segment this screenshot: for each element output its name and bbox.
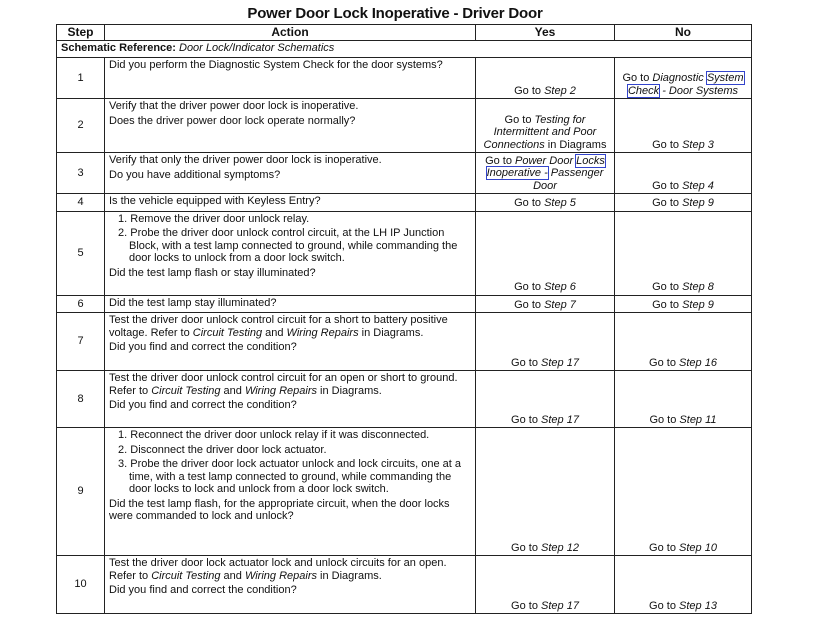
page-title: Power Door Lock Inoperative - Driver Door <box>247 5 543 22</box>
text-segment: Go to <box>514 197 545 209</box>
reference-link[interactable]: Step 4 <box>682 179 714 192</box>
reference-link[interactable]: Circuit Testing <box>151 569 221 582</box>
header-row <box>57 25 752 41</box>
reference-link[interactable]: Step 11 <box>679 413 717 426</box>
reference-link[interactable]: Locks Inoperative - <box>486 154 605 179</box>
text-segment: Did you perform the Diagnostic System Check for the door systems? <box>109 59 443 71</box>
reference-link[interactable]: Step 17 <box>541 413 579 426</box>
action-list-item <box>113 458 471 496</box>
action-cell <box>105 194 476 212</box>
list-number: 2. <box>118 443 128 456</box>
text-segment: Did the test lamp flash or stay illuminated? <box>109 266 316 279</box>
action-cell <box>105 556 476 614</box>
yes-result <box>476 295 615 313</box>
step-number: 8 <box>57 371 105 428</box>
yes-result <box>476 153 615 194</box>
step-number: 2 <box>57 99 105 153</box>
text-segment: in Diagrams. <box>317 569 382 582</box>
table-row <box>57 313 752 371</box>
action-list-item <box>113 444 471 457</box>
no-result <box>615 313 752 371</box>
text-segment: Go to <box>511 356 542 369</box>
action-text <box>109 195 471 208</box>
table-row <box>57 153 752 194</box>
action-cell <box>105 313 476 371</box>
table-row <box>57 194 752 212</box>
text-segment: Go to <box>652 197 683 209</box>
reference-link[interactable]: Power Door <box>515 154 577 167</box>
text-segment: Verify that the driver power door lock is inoperative. <box>109 100 359 112</box>
reference-link[interactable]: Step 6 <box>544 281 576 293</box>
reference-link[interactable]: Diagnostic <box>652 72 707 84</box>
header-yes: Yes <box>476 25 615 41</box>
text-segment: Is the vehicle equipped with Keyless Entry? <box>109 195 321 207</box>
reference-link[interactable]: Step 5 <box>544 197 576 209</box>
text-segment: Go to <box>652 298 683 311</box>
schematic-label: Schematic Reference: <box>61 42 179 54</box>
step-number: 3 <box>57 153 105 194</box>
text-segment: Go to <box>649 599 680 612</box>
action-text <box>109 154 471 167</box>
text-segment: Probe the driver door unlock control circuit, at the LH IP Junction Block, with a test lamp connected to ground, while commanding the door locks to unlock from a door lock switch. <box>129 227 458 264</box>
action-cell <box>105 295 476 313</box>
action-text <box>109 314 471 339</box>
text-segment: Go to <box>514 281 545 293</box>
text-segment: Go to <box>511 413 542 426</box>
list-number: 1. <box>118 429 128 441</box>
table-row <box>57 211 752 295</box>
reference-link[interactable]: Step 7 <box>544 298 576 311</box>
action-text <box>109 399 471 412</box>
action-text <box>109 297 471 310</box>
text-segment: Go to <box>652 138 683 151</box>
table-row <box>57 99 752 153</box>
no-result <box>615 211 752 295</box>
step-number: 10 <box>57 556 105 614</box>
text-segment: Test the driver door unlock control circuit for an open or short to ground. Refer to <box>109 372 458 397</box>
text-segment: in Diagrams <box>544 138 607 151</box>
header-step: Step <box>57 25 105 41</box>
action-text <box>109 115 471 128</box>
text-segment: in Diagrams. <box>317 384 382 397</box>
text-segment: Did the test lamp flash, for the appropriate circuit, when the door locks were commanded to lock and unlock? <box>109 497 450 522</box>
text-segment: Go to <box>622 72 653 84</box>
action-cell <box>105 58 476 99</box>
yes-result <box>476 194 615 212</box>
text-segment: Go to <box>504 113 535 126</box>
text-segment: Did you find and correct the condition? <box>109 341 297 353</box>
list-number: 2. <box>118 227 128 239</box>
schematic-link[interactable]: Door Lock/Indicator Schematics <box>179 42 335 54</box>
reference-link[interactable]: Step 10 <box>679 541 717 554</box>
step-number: 6 <box>57 295 105 313</box>
text-segment: Did the test lamp stay illuminated? <box>109 296 277 309</box>
step-number: 1 <box>57 58 105 99</box>
action-text <box>109 372 471 397</box>
reference-link[interactable]: Step 17 <box>541 599 579 612</box>
no-result <box>615 58 752 99</box>
action-list-item <box>113 227 471 265</box>
reference-link[interactable]: Circuit Testing <box>151 384 221 397</box>
text-segment: Go to <box>649 356 680 369</box>
yes-result <box>476 313 615 371</box>
action-text <box>109 584 471 597</box>
table-row <box>57 428 752 556</box>
text-segment: and <box>220 384 245 397</box>
text-segment: and <box>262 326 287 339</box>
reference-link[interactable]: - Door Systems <box>659 84 739 97</box>
action-list-item <box>113 429 471 442</box>
reference-link[interactable]: Wiring Repairs <box>244 384 317 397</box>
action-text <box>109 169 471 182</box>
text-segment: Go to <box>511 541 542 554</box>
text-segment: Go to <box>511 599 542 612</box>
list-number: 1. <box>118 212 128 225</box>
text-segment: Go to <box>514 84 545 97</box>
text-segment: Go to <box>652 179 683 192</box>
reference-link[interactable]: Wiring Repairs <box>244 569 317 582</box>
step-number: 7 <box>57 313 105 371</box>
no-result <box>615 153 752 194</box>
reference-link[interactable]: Testing for Intermittent and Poor Connections <box>483 113 597 151</box>
schematic-reference-row <box>57 41 752 58</box>
text-segment: Did you find and correct the condition? <box>109 584 297 596</box>
reference-link[interactable]: Step 9 <box>682 298 714 311</box>
reference-link[interactable]: Step 8 <box>682 281 714 293</box>
text-segment: Probe the driver door lock actuator unlock and lock circuits, one at a time, with a test lamp connected to ground, while commanding the door locks to lock and unlock from a door lock switch. <box>129 458 462 495</box>
no-result <box>615 556 752 614</box>
diagnostic-table <box>56 24 752 614</box>
yes-result <box>476 99 615 153</box>
action-text <box>109 267 471 280</box>
list-number: 3. <box>118 458 128 470</box>
action-text <box>109 341 471 354</box>
action-text <box>109 557 471 582</box>
yes-result <box>476 556 615 614</box>
header-action: Action <box>105 25 476 41</box>
no-result <box>615 99 752 153</box>
table-row <box>57 295 752 313</box>
step-number: 5 <box>57 211 105 295</box>
no-result <box>615 428 752 556</box>
step-number: 9 <box>57 428 105 556</box>
table-row <box>57 556 752 614</box>
text-segment: Go to <box>649 413 680 426</box>
reference-link[interactable]: Step 16 <box>679 356 717 369</box>
action-list-item <box>113 213 471 226</box>
text-segment: and <box>220 569 245 582</box>
text-segment: Go to <box>652 281 683 293</box>
reference-link[interactable]: Circuit Testing <box>192 326 263 339</box>
reference-link[interactable]: Step 9 <box>682 197 714 209</box>
reference-link[interactable]: Step 13 <box>679 599 717 612</box>
yes-result <box>476 428 615 556</box>
text-segment: in Diagrams. <box>358 326 424 339</box>
no-result <box>615 371 752 428</box>
action-text <box>109 59 471 72</box>
text-segment: Go to <box>485 154 516 167</box>
reference-link[interactable]: System Check <box>627 72 744 97</box>
text-segment: Reconnect the driver door unlock relay if it was disconnected. <box>130 429 430 441</box>
action-text <box>109 100 471 113</box>
reference-link[interactable]: Wiring Repairs <box>286 326 359 339</box>
no-result <box>615 295 752 313</box>
yes-result <box>476 211 615 295</box>
action-cell <box>105 99 476 153</box>
action-cell <box>105 211 476 295</box>
text-segment: Go to <box>649 541 680 554</box>
text-segment: Disconnect the driver door lock actuator. <box>130 443 327 456</box>
text-segment: Did you find and correct the condition? <box>109 399 297 411</box>
text-segment: Remove the driver door unlock relay. <box>130 212 310 225</box>
reference-link[interactable]: Step 2 <box>544 84 576 97</box>
yes-result <box>476 371 615 428</box>
text-segment: Does the driver power door lock operate normally? <box>109 114 356 127</box>
text-segment: Do you have additional symptoms? <box>109 168 281 181</box>
text-segment: Test the driver door lock actuator lock and unlock circuits for an open. Refer to <box>109 557 447 582</box>
action-cell <box>105 371 476 428</box>
reference-link[interactable]: Step 3 <box>682 138 714 151</box>
action-text <box>109 498 471 523</box>
action-cell <box>105 428 476 556</box>
yes-result <box>476 58 615 99</box>
table-row <box>57 371 752 428</box>
reference-link[interactable]: Step 12 <box>541 541 579 554</box>
table-row <box>57 58 752 99</box>
reference-link[interactable]: Step 17 <box>541 356 579 369</box>
text-segment: Go to <box>514 298 545 311</box>
text-segment: Verify that only the driver power door lock is inoperative. <box>109 154 382 166</box>
text-segment: Test the driver door unlock control circuit for a short to battery positive voltage. Refer to <box>109 314 448 339</box>
no-result <box>615 194 752 212</box>
reference-link[interactable]: Passenger Door <box>533 167 604 192</box>
step-number: 4 <box>57 194 105 212</box>
header-no: No <box>615 25 752 41</box>
action-cell <box>105 153 476 194</box>
